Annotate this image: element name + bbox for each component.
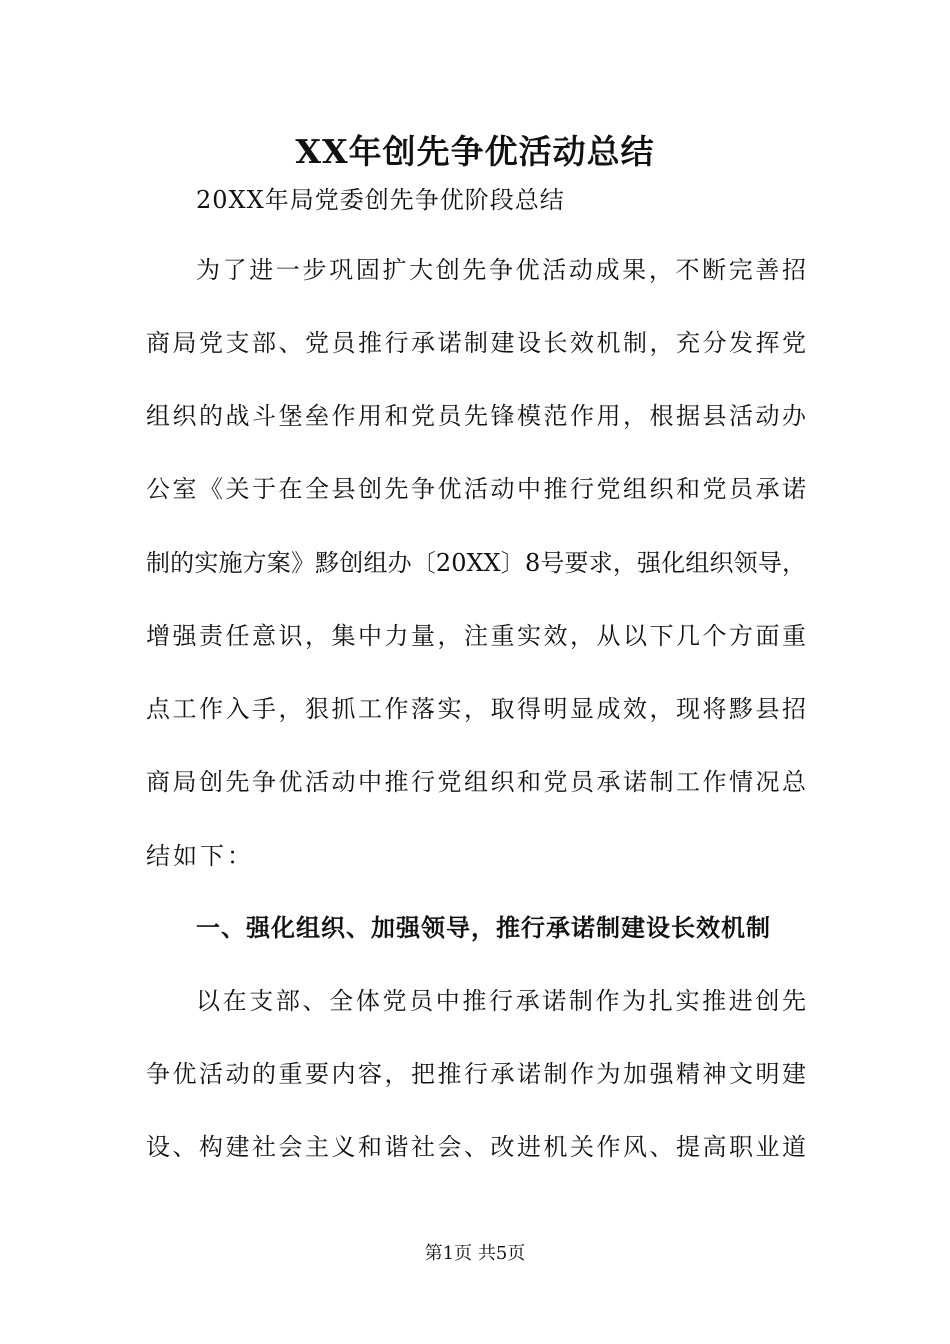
paragraph-line: 以在支部、全体党员中推行承诺制作为扎实推进创先 xyxy=(196,987,806,1015)
paragraph-line: 增强责任意识，集中力量，注重实效，从以下几个方面重 xyxy=(146,622,806,650)
section-heading: 一、强化组织、加强领导，推行承诺制建设长效机制 xyxy=(196,914,771,942)
page-footer: 第1页 共5页 xyxy=(424,1243,526,1264)
paragraph-line: 公室《关于在全县创先争优活动中推行党组织和党员承诺 xyxy=(146,475,806,503)
paragraph-line: 组织的战斗堡垒作用和党员先锋模范作用，根据县活动办 xyxy=(146,402,806,430)
paragraph-line: 为了进一步巩固扩大创先争优活动成果，不断完善招 xyxy=(196,256,806,284)
paragraph-line: 商局创先争优活动中推行党组织和党员承诺制工作情况总 xyxy=(146,768,806,796)
paragraph-line: 设、构建社会主义和谐社会、改进机关作风、提高职业道 xyxy=(146,1133,806,1161)
paragraph-line: 点工作入手，狠抓工作落实，取得明显成效，现将黟县招 xyxy=(146,695,806,723)
paragraph-line: 结如下： xyxy=(146,842,254,870)
paragraph-line: 制的实施方案》黟创组办〔20XX〕8号要求，强化组织领导， xyxy=(146,549,806,577)
paragraph-line: 争优活动的重要内容，把推行承诺制作为加强精神文明建 xyxy=(146,1060,806,1088)
document-title: XX年创先争优活动总结 xyxy=(295,132,655,171)
document-subtitle: 20XX年局党委创先争优阶段总结 xyxy=(196,186,565,214)
paragraph-line: 商局党支部、党员推行承诺制建设长效机制，充分发挥党 xyxy=(146,329,806,357)
